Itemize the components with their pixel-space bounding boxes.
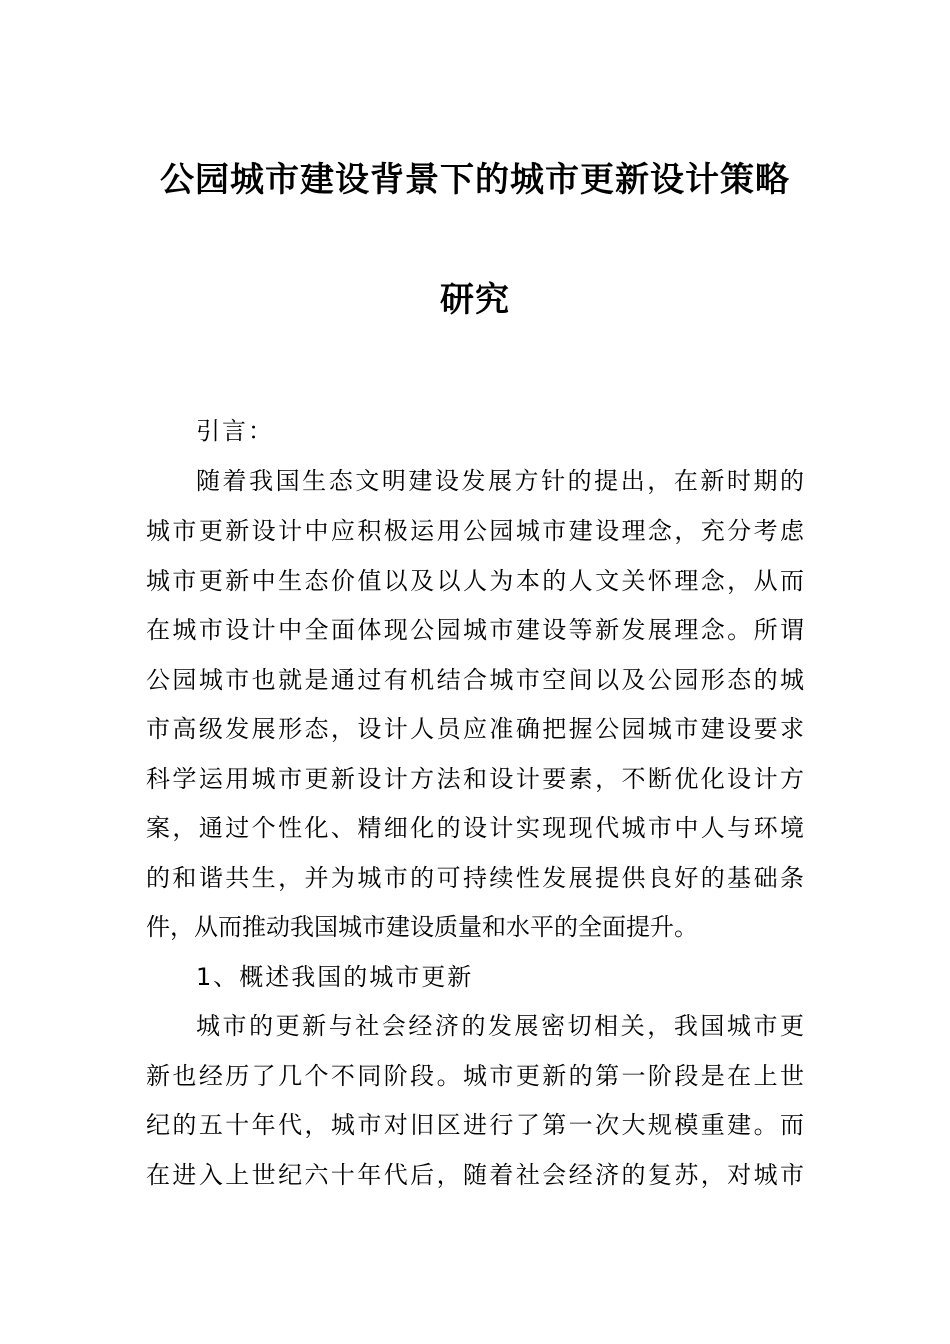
- paragraph-line: 在城市设计中全面体现公园城市建设等新发展理念。所谓: [146, 616, 804, 644]
- paragraph-line: 随着我国生态文明建设发展方针的提出，在新时期的: [196, 467, 804, 495]
- paragraph-line: 案，通过个性化、精细化的设计实现现代城市中人与环境: [146, 814, 804, 842]
- section-heading: 1、概述我国的城市更新: [196, 963, 474, 991]
- document-title-line-2: 研究: [440, 280, 510, 320]
- paragraph-line: 在进入上世纪六十年代后，随着社会经济的复苏，对城市: [146, 1161, 804, 1189]
- paragraph-line: 件，从而推动我国城市建设质量和水平的全面提升。: [146, 913, 698, 941]
- paragraph-line: 科学运用城市更新设计方法和设计要素，不断优化设计方: [146, 765, 804, 793]
- document-title-line-1: 公园城市建设背景下的城市更新设计策略: [160, 160, 790, 200]
- paragraph-line: 纪的五十年代，城市对旧区进行了第一次大规模重建。而: [146, 1111, 804, 1139]
- intro-label: 引言：: [196, 417, 274, 445]
- paragraph-line: 公园城市也就是通过有机结合城市空间以及公园形态的城: [146, 666, 804, 694]
- paragraph-line: 新也经历了几个不同阶段。城市更新的第一阶段是在上世: [146, 1062, 804, 1090]
- paragraph-line: 城市的更新与社会经济的发展密切相关，我国城市更: [196, 1012, 804, 1040]
- paragraph-line: 市高级发展形态，设计人员应准确把握公园城市建设要求: [146, 715, 804, 743]
- paragraph-line: 的和谐共生，并为城市的可持续性发展提供良好的基础条: [146, 864, 804, 892]
- paragraph-line: 城市更新中生态价值以及以人为本的人文关怀理念，从而: [146, 567, 804, 595]
- paragraph-line: 城市更新设计中应积极运用公园城市建设理念，充分考虑: [146, 517, 804, 545]
